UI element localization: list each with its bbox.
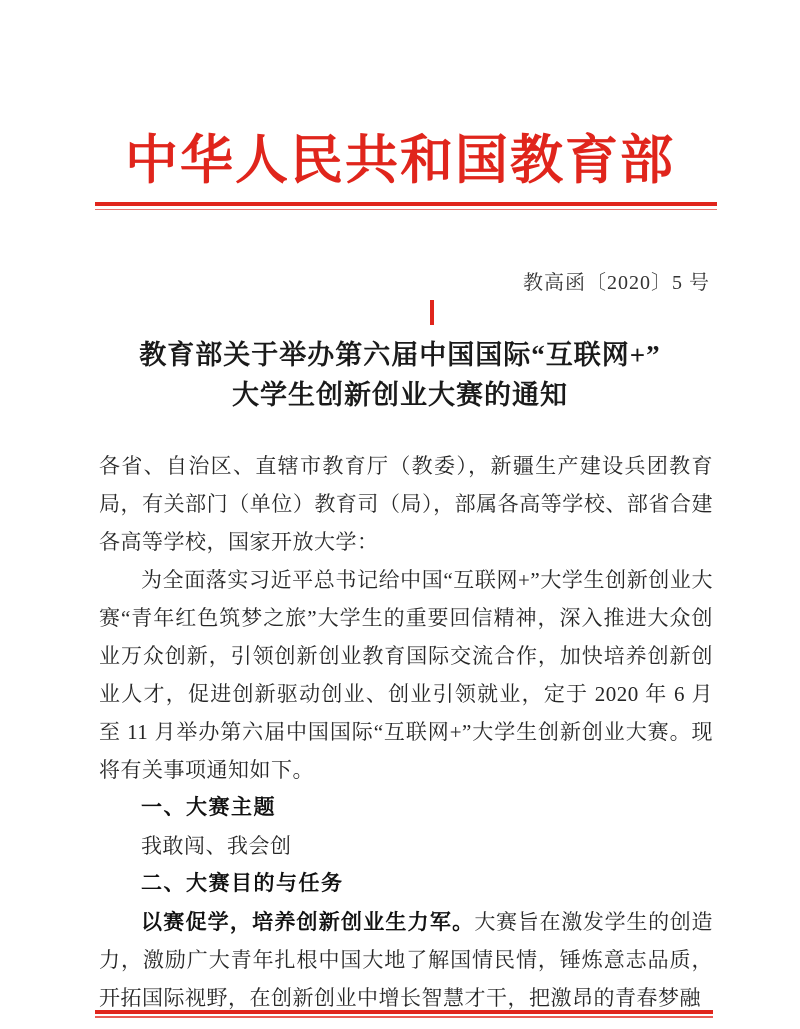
document-title-line1: 教育部关于举办第六届中国国际“互联网+” — [139, 340, 661, 370]
red-separator-line-thin — [95, 209, 717, 210]
competition-theme: 我敢闯、我会创 — [141, 834, 292, 858]
purpose-rest: 大赛旨在激发学生的创造力，激励广大青年扎根中国大地了解国情民情，锤炼意志品质，开拓国际视野，在创新创业中增长智慧才干，把激昂的青春梦融 — [99, 910, 714, 1010]
document-title — [0, 335, 800, 415]
intro-paragraph: 为全面落实习近平总书记给中国“互联网+”大学生创新创业大赛“青年红色筑梦之旅”大学生的重要回信精神，深入推进大众创业万众创新，引领创新创业教育国际交流合作，加快培养创新创业人才，促进创新驱动创业、创业引领就业，定于 2020 年 6 月至 11 月举办第六届中国国际“互联网+”大学生创新创业大赛。现将有关事项通知如下。 — [99, 568, 713, 782]
red-cursor-mark — [430, 300, 434, 325]
purpose-paragraph — [99, 903, 713, 1017]
bottom-red-line-thin — [95, 1016, 713, 1018]
document-body — [99, 447, 713, 1017]
purpose-lead-bold: 以赛促学，培养创新创业生力军。 — [141, 910, 475, 934]
document-title-line2: 大学生创新创业大赛的通知 — [232, 380, 568, 410]
document-number: 教高函〔2020〕5 号 — [523, 272, 710, 294]
section-1-heading: 一、大赛主题 — [141, 796, 276, 819]
section-2-heading: 二、大赛目的与任务 — [141, 872, 344, 895]
letterhead-title: 中华人民共和国教育部 — [125, 132, 675, 190]
salutation-paragraph: 各省、自治区、直辖市教育厅（教委），新疆生产建设兵团教育局，有关部门（单位）教育司（局），部属各高等学校、部省合建各高等学校，国家开放大学： — [99, 454, 713, 554]
red-separator-line-thick — [95, 202, 717, 206]
bottom-red-line-thick — [95, 1010, 713, 1014]
